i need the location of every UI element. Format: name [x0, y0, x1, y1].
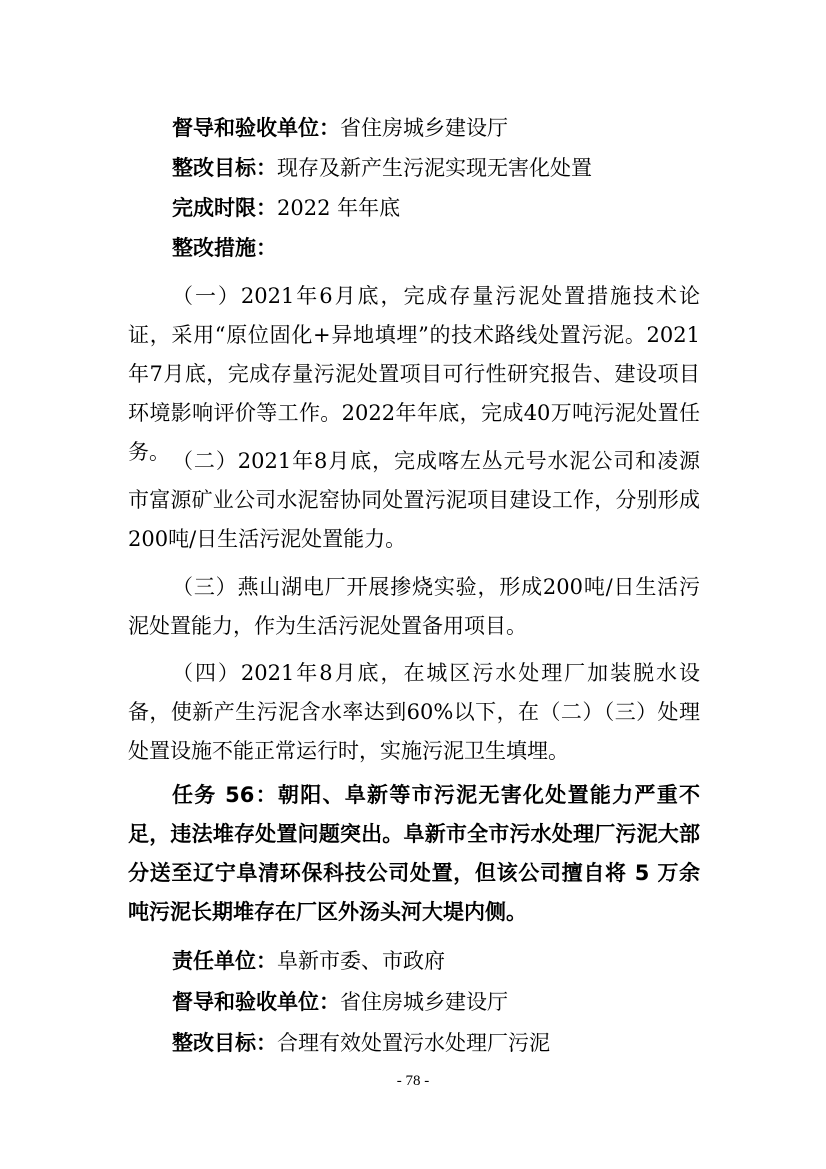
- target-value: 现存及新产生污泥实现无害化处置: [277, 156, 592, 180]
- footer-supervisor-value: 省住房城乡建设厅: [340, 990, 508, 1014]
- footer-target-value: 合理有效处置污水处理厂污泥: [277, 1031, 550, 1055]
- responsible-value: 阜新市委、市政府: [277, 949, 445, 973]
- deadline-line: [172, 193, 400, 223]
- footer-supervisor-line: [172, 987, 508, 1017]
- responsible-label: 责任单位：: [172, 949, 277, 973]
- footer-target-label: 整改目标：: [172, 1031, 277, 1055]
- deadline-value: 2022 年年底: [277, 196, 401, 220]
- measure-3-paragraph: （三）燕山湖电厂开展掺烧实验，形成200吨/日生活污泥处置能力，作为生活污泥处置备用项目。: [128, 575, 700, 638]
- footer-target-line: [172, 1028, 550, 1058]
- deadline-label: 完成时限：: [172, 196, 277, 220]
- responsible-line: [172, 946, 445, 976]
- supervisor-value: 省住房城乡建设厅: [340, 116, 508, 140]
- supervisor-label: 督导和验收单位：: [172, 116, 340, 140]
- measure-2-paragraph: （二）2021年8月底，完成喀左丛元号水泥公司和凌源市富源矿业公司水泥窑协同处置污泥项目建设工作，分别形成200吨/日生活污泥处置能力。: [128, 449, 700, 551]
- footer-supervisor-label: 督导和验收单位：: [172, 990, 340, 1014]
- measure-4-paragraph: （四）2021年8月底，在城区污水处理厂加装脱水设备，使新产生污泥含水率达到60%以下，在（二）（三）处理处置设施不能正常运行时，实施污泥卫生填埋。: [128, 661, 700, 763]
- target-label: 整改目标：: [172, 156, 277, 180]
- measure-1-paragraph: （一）2021年6月底，完成存量污泥处置措施技术论证，采用“原位固化+异地填埋”的技术路线处置污泥。2021年7月底，完成存量污泥处置项目可行性研究报告、建设项目环境影响评价等工作。2022年年底，完成40万吨污泥处置任务。: [128, 284, 700, 464]
- measures-heading: [172, 233, 277, 263]
- target-line: [172, 153, 592, 183]
- task-56-paragraph: 任务 56：朝阳、阜新等市污泥无害化处置能力严重不足，违法堆存处置问题突出。阜新市全市污水处理厂污泥大部分送至辽宁阜清环保科技公司处置，但该公司擅自将 5 万余吨污泥长期堆存在厂区外汤头河大堤内侧。: [128, 783, 700, 924]
- measures-label: 整改措施：: [172, 236, 277, 260]
- page-number: - 78 -: [396, 1073, 430, 1089]
- supervisor-line: [172, 113, 508, 143]
